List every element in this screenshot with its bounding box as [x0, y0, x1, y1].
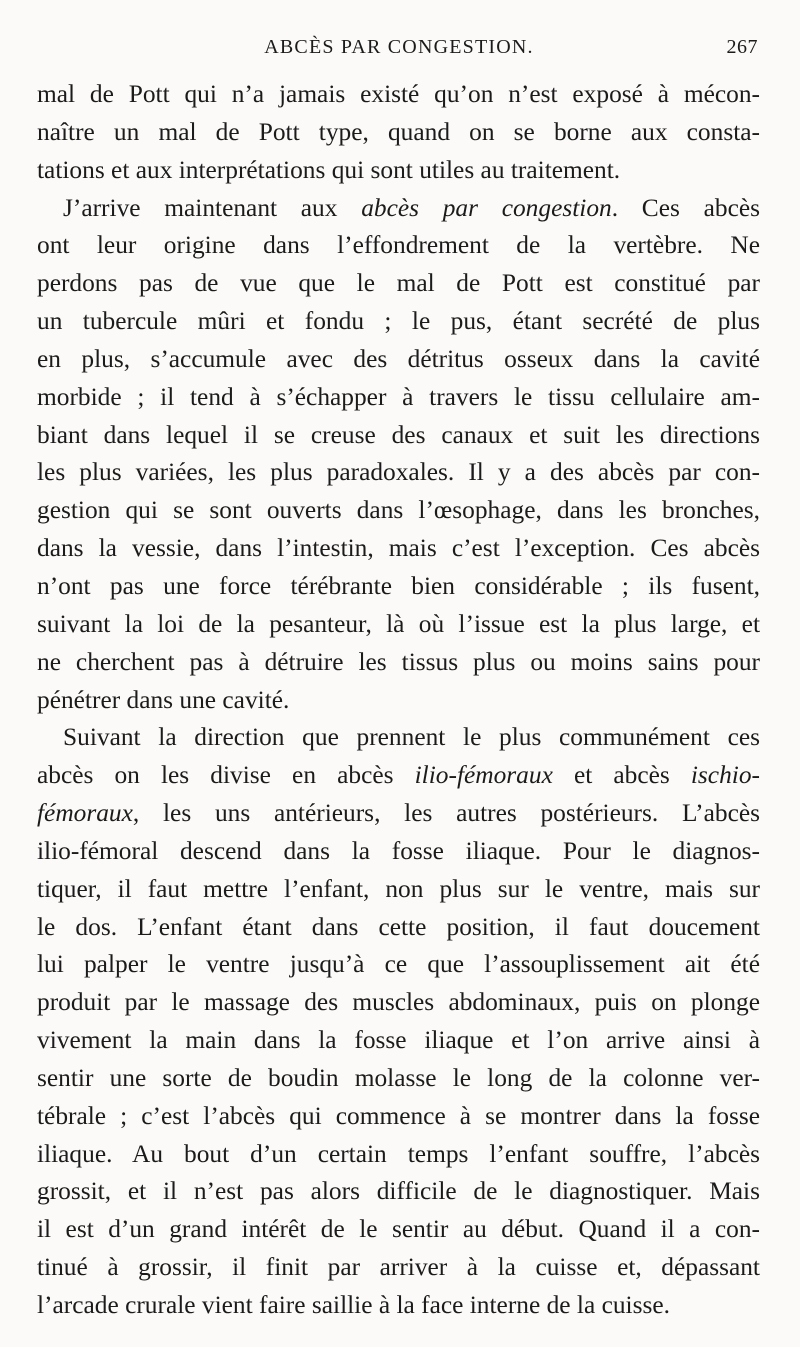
text-line: gestion qui se sont ouverts dans l’œsophage, dans les bronches,	[37, 496, 760, 525]
text-line: il est d’un grand intérêt de le sentir au début. Quand il a con-	[37, 1215, 760, 1244]
text-line: vivement la main dans la fosse iliaque et l’on arrive ainsi à	[37, 1026, 760, 1055]
text-line: tébrale ; c’est l’abcès qui commence à se montrer dans la fosse	[37, 1101, 760, 1130]
running-head	[38, 36, 760, 66]
text-line: perdons pas de vue que le mal de Pott est constitué par	[37, 269, 760, 298]
italic-term: abcès par congestion	[361, 193, 612, 222]
page-number: 267	[726, 36, 758, 58]
italic-term: ilio-fémoraux	[414, 761, 553, 790]
text-line: ont leur origine dans l’effondrement de la vertèbre. Ne	[37, 231, 760, 260]
text-line: ilio-fémoral descend dans la fosse iliaque. Pour le diagnos-	[37, 836, 760, 865]
text-line: lui palper le ventre jusqu’à ce que l’assouplissement ait été	[37, 950, 760, 979]
text-line: les plus variées, les plus paradoxales. Il y a des abcès par con-	[37, 458, 760, 487]
text-line: en plus, s’accumule avec des détritus osseux dans la cavité	[37, 344, 760, 373]
paragraph-end-line: tations et aux interprétations qui sont utiles au traitement.	[37, 155, 621, 184]
italic-term: fémoraux	[37, 799, 133, 828]
body-text	[37, 76, 760, 1325]
text-line: mal de Pott qui n’a jamais existé qu’on n’est exposé à mécon-	[37, 80, 760, 108]
italic-term: ischio-	[690, 761, 760, 790]
text-line: iliaque. Au bout d’un certain temps l’enfant souffre, l’abcès	[37, 1139, 760, 1168]
text-line: un tubercule mûri et fondu ; le pus, étant secrété de plus	[37, 307, 760, 336]
text-line: morbide ; il tend à s’échapper à travers le tissu cellulaire am-	[37, 382, 760, 411]
text-line: fémoraux, les uns antérieurs, les autres postérieurs. L’abcès	[37, 799, 760, 828]
text-line: sentir une sorte de boudin molasse le long de la colonne ver-	[37, 1063, 760, 1092]
text-line: le dos. L’enfant étant dans cette position, il faut doucement	[37, 912, 760, 941]
running-title: ABCÈS PAR CONGESTION.	[264, 36, 534, 58]
text-line: dans la vessie, dans l’intestin, mais c’est l’exception. Ces abcès	[37, 534, 760, 563]
text-line: n’ont pas une force térébrante bien considérable ; ils fusent,	[37, 571, 760, 600]
text-line: biant dans lequel il se creuse des canaux et suit les directions	[37, 420, 760, 449]
text-line: abcès on les divise en abcès ilio-fémoraux et abcès ischio-	[37, 761, 760, 790]
text-line: tiquer, il faut mettre l’enfant, non plus sur le ventre, mais sur	[37, 874, 760, 903]
text-line: naître un mal de Pott type, quand on se borne aux consta-	[37, 117, 760, 146]
paragraph-end-line: pénétrer dans une cavité.	[37, 685, 290, 714]
paragraph-start-line: J’arrive maintenant aux abcès par congestion. Ces abcès	[63, 193, 761, 222]
paragraph-start-line: Suivant la direction que prennent le plus communément ces	[63, 723, 760, 752]
text-line: grossit, et il n’est pas alors difficile de le diagnostiquer. Mais	[37, 1177, 760, 1206]
paragraph-end-line: l’arcade crurale vient faire saillie à la face interne de la cuisse.	[37, 1291, 670, 1319]
text-line: suivant la loi de la pesanteur, là où l’issue est la plus large, et	[37, 609, 760, 638]
text-line: produit par le massage des muscles abdominaux, puis on plonge	[37, 988, 760, 1017]
text-line: ne cherchent pas à détruire les tissus plus ou moins sains pour	[37, 647, 760, 676]
text-line: tinué à grossir, il finit par arriver à la cuisse et, dépassant	[37, 1253, 760, 1282]
